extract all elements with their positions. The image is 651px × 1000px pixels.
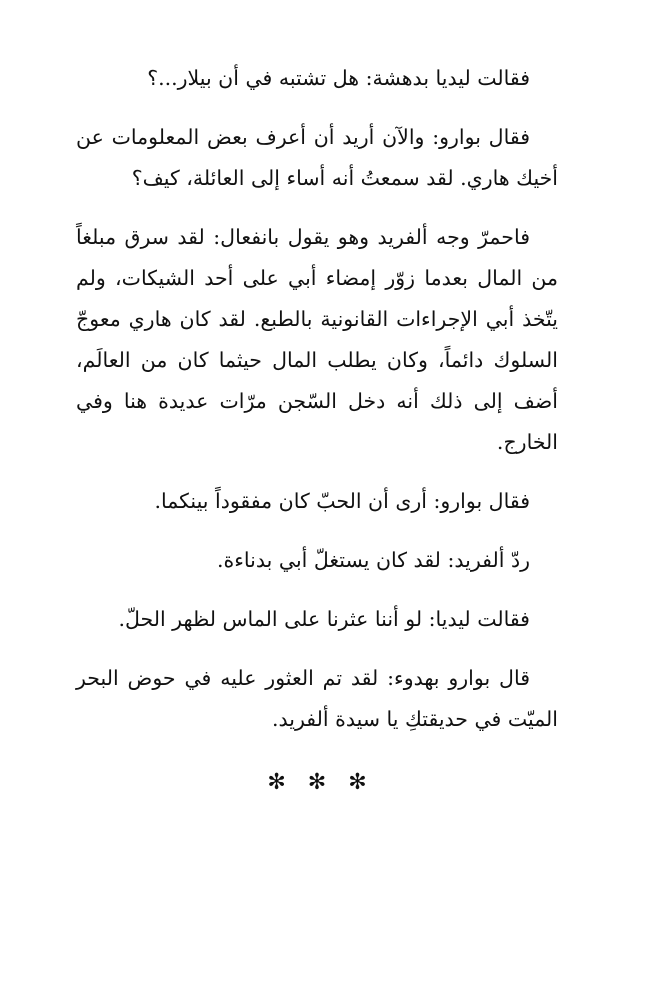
paragraph-poirot-harry: فقال بوارو: والآن أريد أن أعرف بعض المعلومات عن أخيك هاري. لقد سمعتُ أنه أساء إلى العائلة، كيف؟ — [76, 125, 558, 190]
paragraph-poirot-love: فقال بوارو: أرى أن الحبّ كان مفقوداً بينكما. — [154, 489, 530, 513]
paragraph-lydia-diamonds: فقالت ليديا: لو أننا عثرنا على الماس لظهر الحلّ. — [118, 607, 530, 631]
section-separator: ✻✻✻ — [267, 770, 389, 795]
paragraph-lydia-surprise: فقالت ليديا بدهشة: هل تشتبه في أن بيلار...؟ — [147, 66, 530, 90]
paragraph-alfred-anger: فاحمرّ وجه ألفريد وهو يقول بانفعال: لقد سرق مبلغاً من المال بعدما زوّر إمضاء أبي على أحد الشيكات، ولم يتّخذ أبي الإجراءات القانونية بالطبع. لقد كان هاري معوجّ السلوك دائماً، وكان يطلب المال حيثما كان من العالَم، أضف إلى ذلك أنه دخل السّجن مرّات عديدة هنا وفي الخارج. — [76, 225, 558, 454]
book-page — [76, 58, 558, 803]
paragraph-alfred-reply: ردّ ألفريد: لقد كان يستغلّ أبي بدناءة. — [217, 548, 530, 572]
paragraph-poirot-calm: قال بوارو بهدوء: لقد تم العثور عليه في حوض البحر الميّت في حديقتكِ يا سيدة ألفريد. — [76, 666, 558, 731]
